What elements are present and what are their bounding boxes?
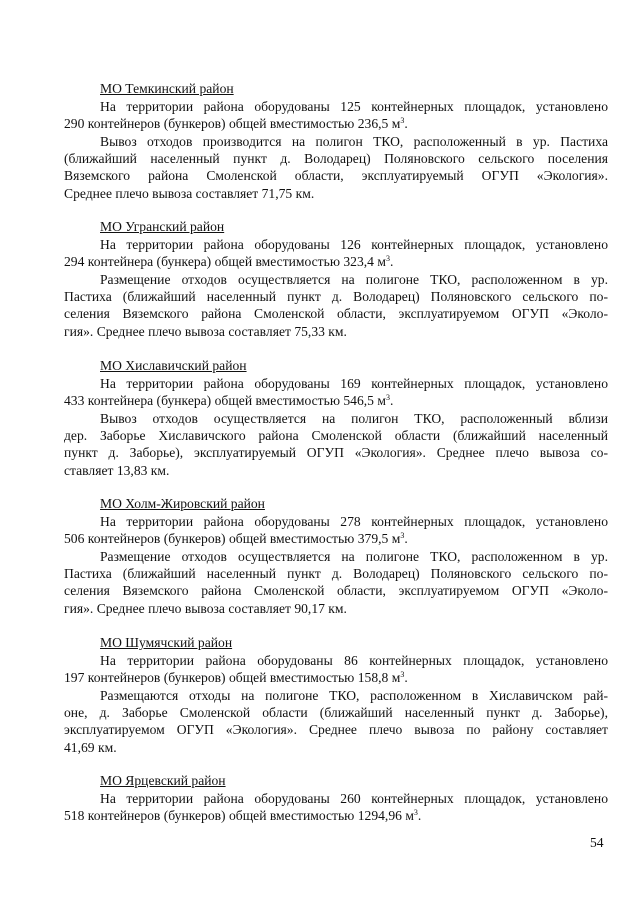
paragraph-disposal-shumyachsky bbox=[64, 687, 608, 756]
text-line: На территории района оборудованы 278 контейнерных площадок, установлено bbox=[100, 514, 608, 529]
text-line: 41,69 км. bbox=[64, 739, 117, 755]
text-line: гия». Среднее плечо вывоза составляет 75,33 км. bbox=[64, 323, 347, 339]
text-line: На территории района оборудованы 169 контейнерных площадок, установлено bbox=[100, 376, 608, 391]
text-line bbox=[64, 253, 608, 270]
superscript: 3 bbox=[400, 670, 405, 680]
text-line: На территории района оборудованы 125 контейнерных площадок, установлено bbox=[100, 99, 608, 114]
text-line: Вывоз отходов осуществляется на полигон ТКО, расположенный вблизи bbox=[100, 411, 608, 426]
text-line: 518 контейнеров (бункеров) общей вместимостью 1294,96 м bbox=[64, 808, 414, 824]
section-heading-khislavichsky: МО Хиславичский район bbox=[100, 358, 247, 373]
text-line bbox=[64, 530, 608, 547]
paragraph-containers-yartsevsky bbox=[64, 790, 608, 824]
paragraph-containers-kholm-zhirkovsky bbox=[64, 513, 608, 547]
section-heading-shumyachsky: МО Шумячский район bbox=[100, 635, 233, 650]
text-line: . bbox=[389, 393, 394, 409]
paragraph-containers-shumyachsky bbox=[64, 652, 608, 686]
text-line: Размещаются отходы на полигоне ТКО, расположенном в Хиславичском рай- bbox=[100, 688, 608, 703]
superscript: 3 bbox=[400, 531, 405, 541]
text-line: . bbox=[404, 116, 408, 132]
text-line: . bbox=[404, 531, 408, 547]
text-line: 506 контейнеров (бункеров) общей вместимостью 379,5 м bbox=[64, 531, 401, 547]
text-line: . bbox=[417, 808, 422, 824]
superscript: 3 bbox=[413, 808, 418, 818]
text-line bbox=[64, 115, 608, 132]
text-line: Пастиха (ближайший населенный пункт д. Володарец) Поляновского сельского по- bbox=[64, 566, 608, 582]
text-line: На территории района оборудованы 260 контейнерных площадок, установлено bbox=[100, 791, 608, 806]
paragraph-disposal-temkinsky bbox=[64, 133, 608, 202]
text-line: пункт д. Заборье), эксплуатируемый ОГУП «Экология». Среднее плечо вывоза со- bbox=[64, 445, 608, 461]
text-line bbox=[64, 807, 608, 824]
text-line: Пастиха (ближайший населенный пункт д. Володарец) Поляновского сельского по- bbox=[64, 289, 608, 305]
text-line: Вывоз отходов производится на полигон ТКО, расположенный в ур. Пастиха bbox=[100, 134, 608, 149]
paragraph-containers-temkinsky bbox=[64, 98, 608, 132]
text-line: селения Вяземского района Смоленской области, эксплуатируемом ОГУП «Эколо- bbox=[64, 583, 608, 599]
superscript: 3 bbox=[400, 116, 405, 126]
text-line: селения Вяземского района Смоленской области, эксплуатируемом ОГУП «Эколо- bbox=[64, 306, 608, 322]
text-line: оне, д. Заборье Смоленской области (ближайший населенный пункт д. Заборье), bbox=[64, 705, 608, 721]
text-line: Вяземского района Смоленской области, эксплуатируемый ОГУП «Экология». bbox=[64, 168, 608, 184]
text-line: 197 контейнеров (бункеров) общей вместимостью 158,8 м bbox=[64, 670, 401, 686]
text-line bbox=[64, 392, 608, 409]
text-line: ставляет 13,83 км. bbox=[64, 462, 170, 478]
text-line: Среднее плечо вывоза составляет 71,75 км. bbox=[64, 185, 315, 201]
superscript: 3 bbox=[385, 254, 390, 264]
text-line: эксплуатируемом ОГУП «Экология». Среднее плечо вывоза по району составляет bbox=[64, 722, 608, 738]
text-line: гия». Среднее плечо вывоза составляет 90,17 км. bbox=[64, 600, 347, 616]
text-line: (ближайший населенный пункт д. Володарец) Поляновского сельского поселения bbox=[64, 151, 608, 167]
superscript: 3 bbox=[385, 393, 390, 403]
section-heading-yartsevsky: МО Ярцевский район bbox=[100, 773, 226, 788]
page-number: 54 bbox=[590, 835, 604, 850]
paragraph-containers-khislavichsky bbox=[64, 375, 608, 409]
text-line: 433 контейнера (бункера) общей вместимостью 546,5 м bbox=[64, 393, 386, 409]
section-heading-temkinsky: МО Темкинский район bbox=[100, 81, 234, 96]
text-line: На территории района оборудованы 126 контейнерных площадок, установлено bbox=[100, 237, 608, 252]
text-line: 294 контейнера (бункера) общей вместимостью 323,4 м bbox=[64, 254, 386, 270]
text-line: Размещение отходов осуществляется на полигоне ТКО, расположенном в ур. bbox=[100, 272, 608, 287]
paragraph-disposal-kholm-zhirkovsky bbox=[64, 548, 608, 617]
text-line: 290 контейнеров (бункеров) общей вместимостью 236,5 м bbox=[64, 116, 401, 132]
text-line: дер. Заборье Хиславичского района Смоленской области (ближайший населенный bbox=[64, 428, 608, 444]
text-line: . bbox=[389, 254, 394, 270]
paragraph-containers-ugransky bbox=[64, 236, 608, 270]
paragraph-disposal-khislavichsky bbox=[64, 410, 608, 479]
paragraph-disposal-ugransky bbox=[64, 271, 608, 340]
text-line: Размещение отходов осуществляется на полигоне ТКО, расположенном в ур. bbox=[100, 549, 608, 564]
text-line bbox=[64, 669, 608, 686]
section-heading-kholm-zhirkovsky: МО Холм-Жировский район bbox=[100, 496, 265, 511]
section-heading-ugransky: МО Угранский район bbox=[100, 219, 225, 234]
text-line: На территории района оборудованы 86 контейнерных площадок, установлено bbox=[100, 653, 608, 668]
text-line: . bbox=[404, 670, 408, 686]
